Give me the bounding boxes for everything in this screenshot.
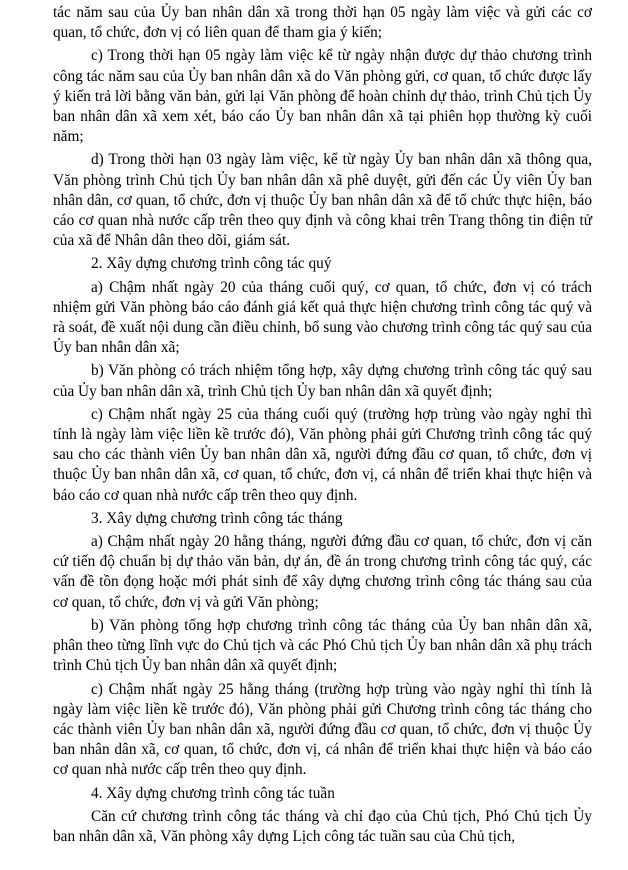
paragraph-monthly-b: b) Văn phòng tổng hợp chương trình công tác tháng của Ủy ban nhân dân xã, phân theo từng lĩnh vực do Chủ tịch và các Phó Chủ tịch Ủy ban nhân dân xã phụ trách trình Chủ tịch Ủy ban nhân dân xã quyết định; bbox=[53, 616, 592, 675]
paragraph-monthly-a: a) Chậm nhất ngày 20 hằng tháng, người đứng đầu cơ quan, tổ chức, đơn vị căn cứ tiến độ chuẩn bị dự thảo văn bản, dự án, đề án trong chương trình công tác quý, các vấn đề tồn đọng hoặc mới phát sinh để xây dựng chương trình công tác tháng sau của cơ quan, tổ chức, đơn vị và gửi Văn phòng; bbox=[53, 533, 592, 611]
section-heading-weekly: 4. Xây dựng chương trình công tác tuần bbox=[91, 784, 335, 802]
paragraph-continuation: tác năm sau của Ủy ban nhân dân xã trong thời hạn 05 ngày làm việc và gửi các cơ quan, tổ chức, đơn vị có liên quan để tham gia ý kiến; bbox=[53, 4, 592, 42]
paragraph-monthly-c: c) Chậm nhất ngày 25 hằng tháng (trường hợp trùng vào ngày nghỉ thì tính là ngày làm việc liền kề trước đó), Văn phòng phải gửi Chương trình công tác tháng cho các thành viên Ủy ban nhân dân xã, người đứng đầu cơ quan, tổ chức, đơn vị thuộc Ủy ban nhân dân xã, cơ quan, tổ chức, đơn vị, cá nhân để triển khai thực hiện và báo cáo cơ quan nhà nước cấp trên theo quy định. bbox=[53, 680, 592, 779]
paragraph-item-c: c) Trong thời hạn 05 ngày làm việc kể từ ngày nhận được dự thảo chương trình công tác năm sau của Ủy ban nhân dân xã do Văn phòng gửi, cơ quan, tổ chức được lấy ý kiến trả lời bằng văn bản, gửi lại Văn phòng để hoàn chỉnh dự thảo, trình Chủ tịch Ủy ban nhân dân xã xem xét, báo cáo Ủy ban nhân dân xã tại phiên họp thường kỳ cuối năm; bbox=[53, 47, 592, 146]
paragraph-item-d: d) Trong thời hạn 03 ngày làm việc, kể từ ngày Ủy ban nhân dân xã thông qua, Văn phòng trình Chủ tịch Ủy ban nhân dân xã phê duyệt, gửi đến các Ủy viên Ủy ban nhân dân, cơ quan, tổ chức, đơn vị thuộc Ủy ban nhân dân xã để tổ chức thực hiện, báo cáo cơ quan nhà nước cấp trên theo quy định và công khai trên Trang thông tin điện tử của xã để Nhân dân theo dõi, giám sát. bbox=[53, 151, 592, 250]
section-heading-quarterly: 2. Xây dựng chương trình công tác quý bbox=[91, 255, 332, 273]
section-heading-monthly: 3. Xây dựng chương trình công tác tháng bbox=[91, 509, 343, 527]
paragraph-quarterly-a: a) Chậm nhất ngày 20 của tháng cuối quý, cơ quan, tổ chức, đơn vị có trách nhiệm gửi Văn phòng báo cáo đánh giá kết quả thực hiện chương trình công tác quý và rà soát, đề xuất nội dung cần điều chỉnh, bổ sung vào chương trình công tác quý sau của Ủy ban nhân dân xã; bbox=[53, 278, 592, 357]
document-page bbox=[53, 3, 592, 850]
paragraph-weekly: Căn cứ chương trình công tác tháng và chỉ đạo của Chủ tịch, Phó Chủ tịch Ủy ban nhân dân xã, Văn phòng xây dựng Lịch công tác tuần sau của Chủ tịch, bbox=[53, 807, 592, 845]
paragraph-quarterly-c: c) Chậm nhất ngày 25 của tháng cuối quý (trường hợp trùng vào ngày nghỉ thì tính là ngày làm việc liền kề trước đó), Văn phòng phải gửi Chương trình công tác quý sau cho các thành viên Ủy ban nhân dân xã, người đứng đầu cơ quan, tổ chức, đơn vị thuộc Ủy ban nhân dân xã, cơ quan, tổ chức, đơn vị, cá nhân để triển khai thực hiện và báo cáo cơ quan nhà nước cấp trên theo quy định. bbox=[53, 405, 592, 504]
paragraph-quarterly-b: b) Văn phòng có trách nhiệm tổng hợp, xây dựng chương trình công tác quý sau của Ủy ban nhân dân xã, trình Chủ tịch Ủy ban nhân dân xã quyết định; bbox=[53, 362, 592, 400]
